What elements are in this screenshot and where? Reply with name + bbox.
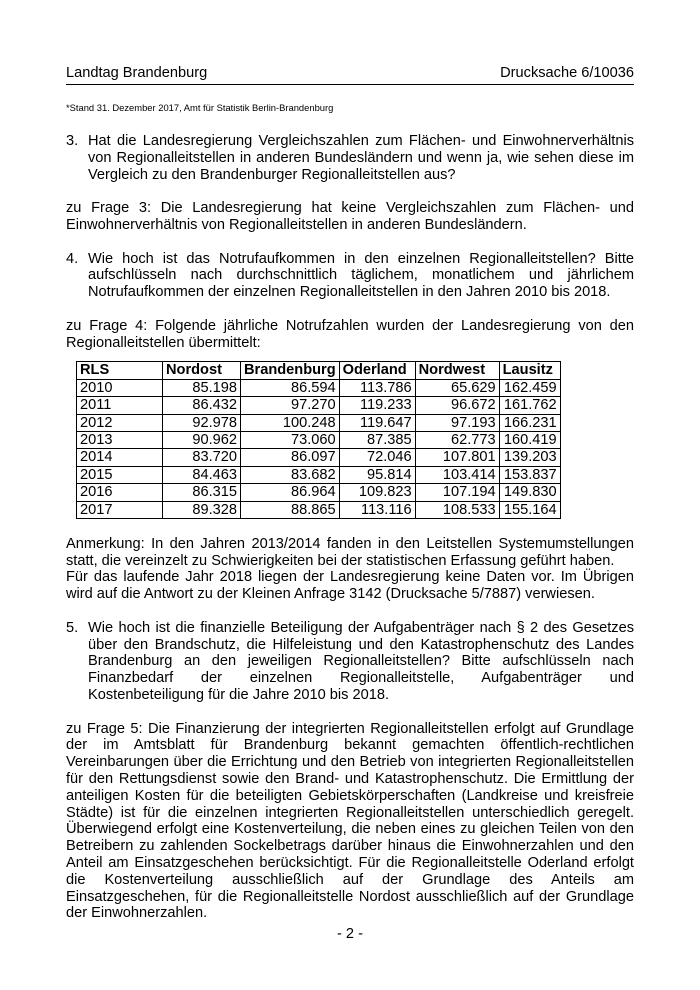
table-value-cell: 83.720: [163, 449, 241, 466]
table-row: [77, 484, 561, 501]
table-value-cell: 95.814: [339, 466, 415, 483]
table-row: [77, 379, 561, 396]
table-value-cell: 90.962: [163, 431, 241, 448]
table-header-cell: Lausitz: [499, 362, 560, 379]
document-page: [66, 64, 634, 922]
table-value-cell: 62.773: [415, 431, 499, 448]
table-header-cell: Brandenburg: [241, 362, 340, 379]
table-value-cell: 113.786: [339, 379, 415, 396]
table-value-cell: 139.203: [499, 449, 560, 466]
table-year-cell: 2016: [77, 484, 163, 501]
table-value-cell: 119.647: [339, 414, 415, 431]
table-value-cell: 109.823: [339, 484, 415, 501]
table-header-cell: Oderland: [339, 362, 415, 379]
table-value-cell: 88.865: [241, 501, 340, 518]
annotation-note-2: Für das laufende Jahr 2018 liegen der Landesregierung keine Daten vor. Im Übrigen wird auf die Antwort zu der Kleinen Anfrage 3142 (Drucksache 5/7887) verwiesen.: [66, 569, 634, 603]
table-header-cell: RLS: [77, 362, 163, 379]
table-row: [77, 466, 561, 483]
table-year-cell: 2012: [77, 414, 163, 431]
question-3-text: Hat die Landesregierung Vergleichszahlen zum Flächen- und Einwohnerverhältnis von Regionalleitstellen in anderen Bundesländern und wenn ja, wie sehen diese im Vergleich zu den Brandenburger Regionalleitstellen aus?: [88, 133, 634, 183]
table-value-cell: 83.682: [241, 466, 340, 483]
table-value-cell: 100.248: [241, 414, 340, 431]
answer-3: zu Frage 3: Die Landesregierung hat keine Vergleichszahlen zum Flächen- und Einwohnerverhältnis von Regionalleitstellen in anderen Bundesländern.: [66, 200, 634, 233]
table-value-cell: 107.801: [415, 449, 499, 466]
table-value-cell: 86.594: [241, 379, 340, 396]
table-year-cell: 2013: [77, 431, 163, 448]
table-row: [77, 449, 561, 466]
table-value-cell: 103.414: [415, 466, 499, 483]
table-row: [77, 397, 561, 414]
page-header: [66, 64, 634, 82]
table-year-cell: 2015: [77, 466, 163, 483]
table-value-cell: 107.194: [415, 484, 499, 501]
header-right: Drucksache 6/10036: [500, 65, 634, 81]
table-value-cell: 85.198: [163, 379, 241, 396]
table-value-cell: 72.046: [339, 449, 415, 466]
table-value-cell: 86.315: [163, 484, 241, 501]
footnote: *Stand 31. Dezember 2017, Amt für Statistik Berlin-Brandenburg: [66, 102, 334, 113]
table-value-cell: 97.193: [415, 414, 499, 431]
emergency-calls-table: [76, 361, 561, 519]
table-value-cell: 87.385: [339, 431, 415, 448]
table-value-cell: 97.270: [241, 397, 340, 414]
table-value-cell: 113.116: [339, 501, 415, 518]
header-left: Landtag Brandenburg: [66, 65, 208, 81]
table-value-cell: 119.233: [339, 397, 415, 414]
question-4-number: 4.: [66, 250, 79, 267]
page-number: - 2 -: [337, 926, 363, 942]
table-value-cell: 92.978: [163, 414, 241, 431]
question-4: [66, 251, 634, 301]
question-3-number: 3.: [66, 133, 79, 149]
table-value-cell: 84.463: [163, 466, 241, 483]
answer-4: zu Frage 4: Folgende jährliche Notrufzahlen wurden der Landesregierung von den Regionalleitstellen übermittelt:: [66, 317, 634, 351]
table-header-cell: Nordost: [163, 362, 241, 379]
table-value-cell: 108.533: [415, 501, 499, 518]
table-value-cell: 86.964: [241, 484, 340, 501]
table-row: [77, 414, 561, 431]
table-value-cell: 86.432: [163, 397, 241, 414]
table-value-cell: 73.060: [241, 431, 340, 448]
table-row: [77, 501, 561, 518]
question-5-text: Wie hoch ist die finanzielle Beteiligung der Aufgabenträger nach § 2 des Gesetzes über den Brandschutz, die Hilfeleistung und den Katastrophenschutz des Landes Brandenburg an den jeweiligen Regionalleitstellen? Bitte aufschlüsseln nach Finanzbedarf der einzelnen Regionalleitstelle, Aufgabenträger und Kostenbeteiligung für die Jahre 2010 bis 2018.: [88, 619, 634, 703]
question-4-text: Wie hoch ist das Notrufaufkommen in den einzelnen Regionalleitstellen? Bitte aufschlüsseln nach durchschnittlich täglichem, monatlichem und jährlichem Notrufaufkommen der einzelnen Regionalleitstellen in den Jahren 2010 bis 2018.: [88, 250, 634, 301]
table-header-row: [77, 362, 561, 379]
table-header-cell: Nordwest: [415, 362, 499, 379]
table-year-cell: 2011: [77, 397, 163, 414]
table-value-cell: 149.830: [499, 484, 560, 501]
header-rule: [66, 84, 634, 85]
table-value-cell: 161.762: [499, 397, 560, 414]
question-5-number: 5.: [66, 619, 79, 636]
answer-5: zu Frage 5: Die Finanzierung der integrierten Regionalleitstellen erfolgt auf Grundlage der im Amtsblatt für Brandenburg bekannt gemachten öffentlich-rechtlichen Vereinbarungen über die Errichtung und den Betrieb von integrierten Regionalleitstellen für den Rettungsdienst sowie den Brand- und Katastrophenschutz. Die Ermittlung der anteiligen Kosten für die beteiligten Gebietskörperschaften (Landkreise und kreisfreie Städte) ist für die einzelnen integrierten Regionalleitstellen unterschiedlich geregelt. Überwiegend erfolgt eine Kostenverteilung, die neben eines zu gleichen Teilen von den Betreibern zu zahlenden Sockelbetrags darüber hinaus die Einwohnerzahlen und den Anteil am Einsatzgeschehen berücksichtigt. Für die Regionalleitstelle Oderland erfolgt die Kostenverteilung ausschließlich auf der Grundlage des Anteils am Einsatzgeschehen, für die Regionalleitstelle Nordost ausschließlich auf der Grundlage der Einwohnerzahlen.: [66, 720, 634, 922]
table-value-cell: 162.459: [499, 379, 560, 396]
question-3: [66, 133, 634, 183]
table-year-cell: 2017: [77, 501, 163, 518]
table-value-cell: 153.837: [499, 466, 560, 483]
table-year-cell: 2010: [77, 379, 163, 396]
table-value-cell: 166.231: [499, 414, 560, 431]
question-5: [66, 620, 634, 704]
table-value-cell: 96.672: [415, 397, 499, 414]
table-body: [77, 379, 561, 518]
annotation-note: Anmerkung: In den Jahren 2013/2014 fanden in den Leitstellen Systemumstellungen statt, die vereinzelt zu Schwierigkeiten bei der statistischen Erfassung geführt haben.: [66, 535, 634, 569]
table-value-cell: 86.097: [241, 449, 340, 466]
table-year-cell: 2014: [77, 449, 163, 466]
table-value-cell: 89.328: [163, 501, 241, 518]
table-value-cell: 160.419: [499, 431, 560, 448]
table-row: [77, 431, 561, 448]
table-value-cell: 155.164: [499, 501, 560, 518]
table-value-cell: 65.629: [415, 379, 499, 396]
